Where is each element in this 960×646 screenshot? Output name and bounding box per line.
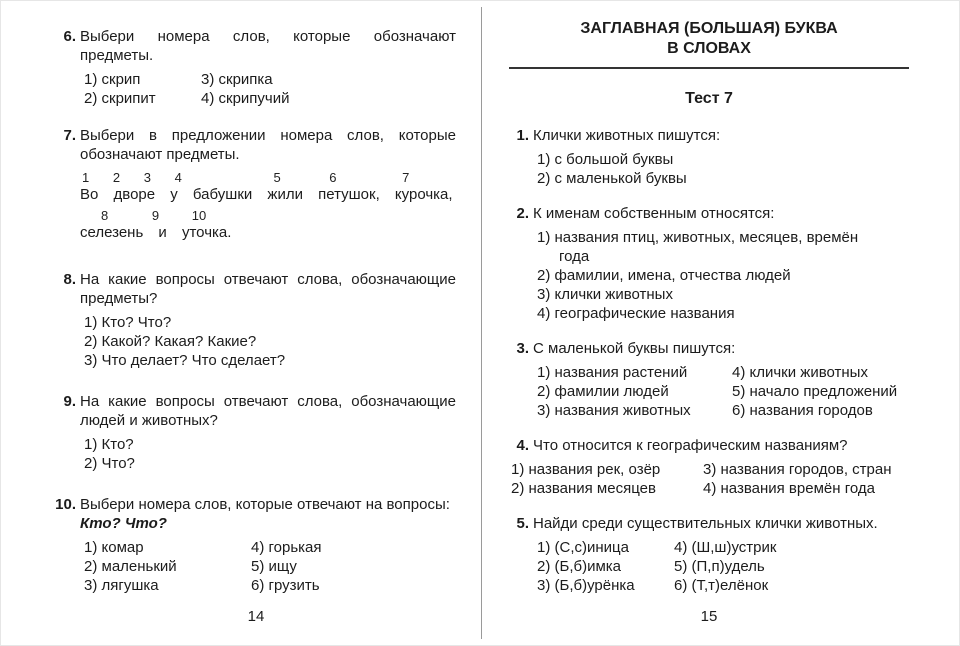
question-7	[56, 126, 456, 242]
option-item: 3) лягушка	[84, 577, 159, 594]
section-title-line2: В СЛОВАХ	[667, 40, 751, 57]
question-2	[509, 204, 909, 323]
options-list	[537, 228, 882, 323]
option-item: 3) названия городов, стран	[703, 461, 892, 478]
option-item: 1) комар	[84, 539, 144, 556]
word-number: 5	[273, 170, 281, 185]
option-item: 4) скрипучий	[201, 90, 290, 107]
section-title	[509, 19, 909, 59]
word-number: 4	[174, 170, 182, 185]
word-numbers-row	[80, 170, 456, 185]
options-list	[537, 363, 909, 420]
question-number: 3.	[516, 340, 529, 357]
option-item: 4) (Ш,ш)устрик	[674, 539, 777, 556]
option-item: 2) маленький	[84, 558, 177, 575]
option-item: 4) географические названия	[537, 305, 735, 322]
option-item: 3) Что делает? Что сделает?	[84, 352, 286, 369]
option-item: 6) (Т,т)елёнок	[674, 577, 769, 594]
test-title: Тест 7	[685, 90, 733, 107]
option-item: 3) скрипка	[201, 71, 273, 88]
question-number: 6.	[63, 28, 76, 45]
word-number: 10	[191, 208, 207, 223]
question-number: 7.	[63, 127, 76, 144]
page-left	[56, 1, 456, 645]
option-item: 2) Что?	[84, 455, 135, 472]
option-item: 2) фамилии, имена, отчества людей	[537, 267, 791, 284]
option-item: 5) начало предложений	[732, 383, 898, 400]
option-item: 4) названия времён года	[703, 480, 875, 497]
word-number: 1	[82, 170, 90, 185]
question-text: Что относится к географическим названиям?	[533, 437, 848, 454]
question-4	[509, 436, 909, 498]
question-5	[509, 514, 909, 595]
question-text: На какие вопросы отвечают слова, обозначающие предметы?	[80, 271, 456, 307]
option-item: 2) скрипит	[84, 90, 156, 107]
question-number: 5.	[516, 515, 529, 532]
question-text: С маленькой буквы пишутся:	[533, 340, 736, 357]
word-number: 2	[112, 170, 121, 185]
option-item: 5) (П,п)удель	[674, 558, 765, 575]
page-divider	[481, 7, 482, 639]
option-item: 1) названия птиц, животных, месяцев, времён года	[537, 229, 859, 265]
option-item: 1) скрип	[84, 71, 141, 88]
option-item: 2) (Б,б)имка	[537, 558, 622, 575]
word-number: 8	[101, 208, 109, 223]
option-item: 2) названия месяцев	[511, 480, 656, 497]
title-rule	[509, 67, 909, 69]
question-number: 8.	[63, 271, 76, 288]
question-text: Выбери номера слов, которые отвечают на вопросы:	[80, 496, 450, 513]
question-number: 2.	[516, 205, 529, 222]
options-list	[537, 150, 909, 188]
option-item: 1) с большой буквы	[537, 151, 674, 168]
options-list	[84, 70, 456, 108]
option-item: 6) грузить	[251, 577, 320, 594]
question-text: Выбери в предложении номера слов, которые обозначают предметы.	[80, 127, 456, 163]
question-3	[509, 339, 909, 420]
option-item: 1) Кто? Что?	[84, 314, 172, 331]
section-title-line1: ЗАГЛАВНАЯ (БОЛЬШАЯ) БУКВА	[580, 20, 838, 37]
question-number: 10.	[55, 496, 76, 513]
question-10	[56, 495, 456, 595]
option-item: 1) названия рек, озёр	[511, 461, 661, 478]
options-list	[511, 460, 909, 498]
question-number: 1.	[516, 127, 529, 144]
question-text: Выбери номера слов, которые обозначают предметы.	[80, 28, 456, 64]
option-item: 6) названия городов	[732, 402, 873, 419]
page-number-left: 14	[247, 608, 265, 625]
option-item: 3) (Б,б)урёнка	[537, 577, 635, 594]
page-number-right: 15	[700, 608, 718, 625]
word-number: 6	[329, 170, 337, 185]
question-text: На какие вопросы отвечают слова, обозначающие людей и животных?	[80, 393, 456, 429]
word-number: 7	[402, 170, 410, 185]
question-1	[509, 126, 909, 188]
option-item: 3) клички животных	[537, 286, 673, 303]
question-text-emphasis: Кто? Что?	[80, 515, 167, 532]
question-9	[56, 392, 456, 473]
question-number: 4.	[516, 437, 529, 454]
option-item: 1) (С,с)иница	[537, 539, 629, 556]
sentence-line: селезень и уточка.	[80, 224, 232, 241]
word-numbers-row	[80, 208, 456, 223]
option-item: 2) Какой? Какая? Какие?	[84, 333, 257, 350]
option-item: 2) с маленькой буквы	[537, 170, 687, 187]
options-list	[84, 435, 456, 473]
option-item: 5) ищу	[251, 558, 297, 575]
options-list	[84, 538, 456, 595]
question-8	[56, 270, 456, 370]
page-right	[509, 1, 909, 645]
question-text: К именам собственным относятся:	[533, 205, 775, 222]
option-item: 1) названия растений	[537, 364, 688, 381]
sentence-line: Во дворе у бабушки жили петушок, курочка,	[80, 186, 453, 203]
question-text: Клички животных пишутся:	[533, 127, 721, 144]
option-item: 3) названия животных	[537, 402, 691, 419]
options-list	[537, 538, 909, 595]
option-item: 1) Кто?	[84, 436, 134, 453]
option-item: 4) горькая	[251, 539, 322, 556]
word-number: 9	[151, 208, 160, 223]
question-text: Найди среди существительных клички животных.	[533, 515, 878, 532]
option-item: 4) клички животных	[732, 364, 868, 381]
word-number: 3	[143, 170, 151, 185]
question-number: 9.	[63, 393, 76, 410]
options-list	[84, 313, 456, 370]
question-6	[56, 27, 456, 108]
option-item: 2) фамилии людей	[537, 383, 669, 400]
